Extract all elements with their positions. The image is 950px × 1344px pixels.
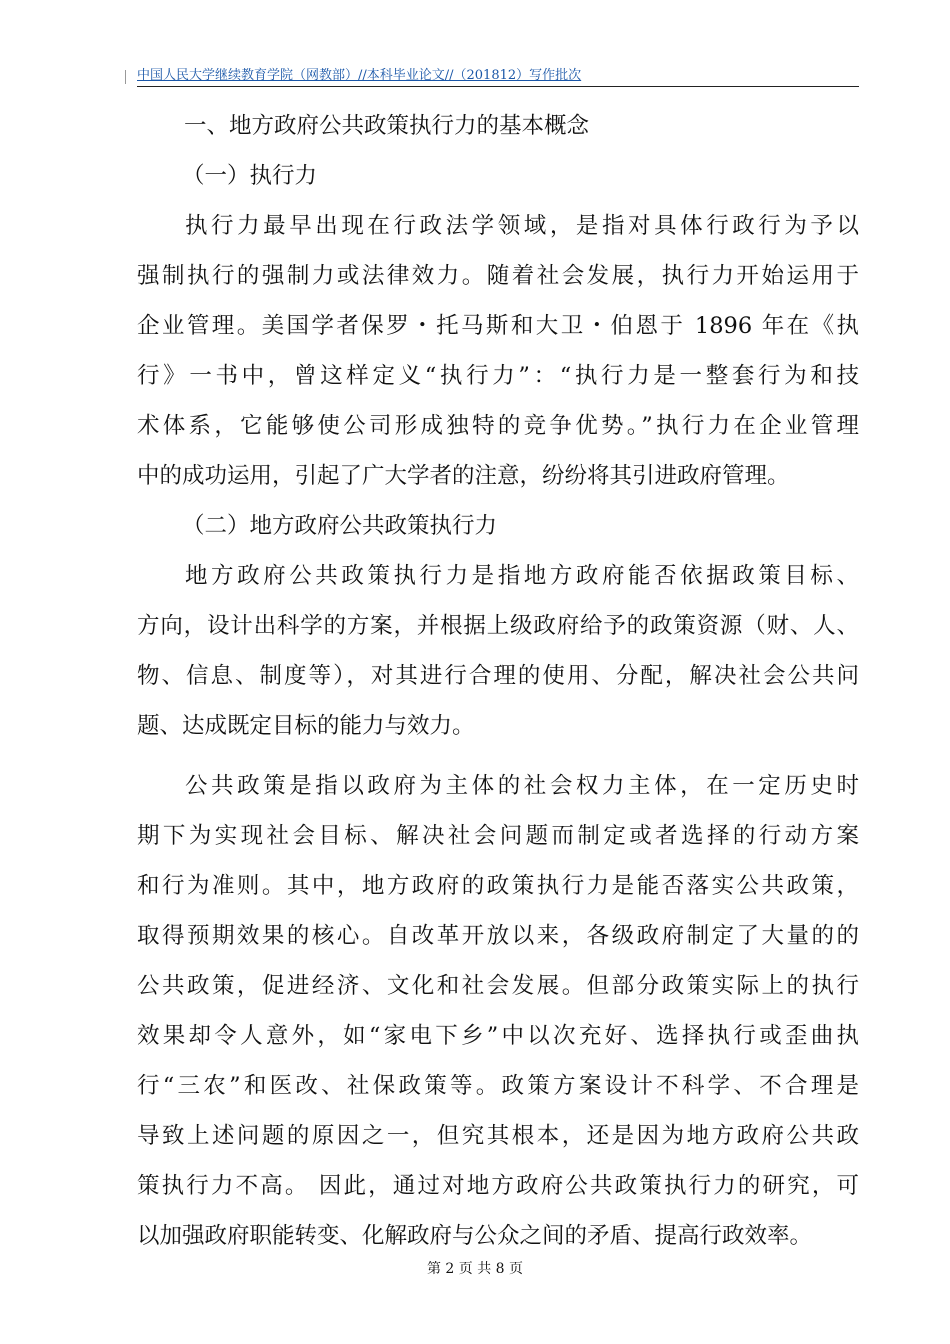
paragraph-line: 策执行力不高。 因此，通过对地方政府公共政策执行力的研究，可 (137, 1173, 859, 1199)
paragraph-line: 导致上述问题的原因之一，但究其根本，还是因为地方政府公共政 (137, 1123, 859, 1149)
paragraph-line: 行“三农”和医改、社保政策等。政策方案设计不科学、不合理是 (137, 1073, 859, 1099)
paragraph-line: 企业管理。美国学者保罗・托马斯和大卫・伯恩于 1896 年在《执 (137, 313, 859, 339)
paragraph-line: 效果却令人意外，如“家电下乡”中以次充好、选择执行或歪曲执 (137, 1023, 859, 1049)
header-margin-mark (125, 70, 126, 84)
paragraph-line: 期下为实现社会目标、解决社会问题而制定或者选择的行动方案 (137, 823, 859, 849)
paragraph-line: 强制执行的强制力或法律效力。随着社会发展，执行力开始运用于 (137, 263, 859, 289)
paragraph-line: 术体系，它能够使公司形成独特的竞争优势。”执行力在企业管理 (137, 413, 859, 439)
paragraph-line: 执行力最早出现在行政法学领域，是指对具体行政行为予以 (185, 213, 859, 239)
running-header: 中国人民大学继续教育学院（网教部）//本科毕业论文//（201812）写作批次 (137, 68, 582, 83)
paragraph-line: 公共政策，促进经济、文化和社会发展。但部分政策实际上的执行 (137, 973, 859, 999)
paragraph-line: 公共政策是指以政府为主体的社会权力主体，在一定历史时 (185, 773, 859, 799)
paragraph-line: 中的成功运用，引起了广大学者的注意，纷纷将其引进政府管理。 (137, 463, 790, 489)
paragraph-line: 物、信息、制度等），对其进行合理的使用、分配，解决社会公共问 (137, 663, 859, 689)
paragraph-line: 题、达成既定目标的能力与效力。 (137, 713, 475, 739)
body-text (137, 101, 859, 1261)
paragraph-line: 行》一书中，曾这样定义“执行力”：“执行力是一整套行为和技 (137, 363, 859, 389)
subsection-heading-1: （一）执行力 (182, 163, 318, 189)
paragraph-spacer (137, 751, 859, 761)
paragraph-line: 取得预期效果的核心。自改革开放以来，各级政府制定了大量的的 (137, 923, 859, 949)
page-number: 第 2 页 共 8 页 (426, 1261, 524, 1277)
header-rule (137, 86, 859, 87)
section-heading: 一、地方政府公共政策执行力的基本概念 (184, 113, 590, 139)
paragraph-line: 方向，设计出科学的方案，并根据上级政府给予的政策资源（财、人、 (137, 613, 859, 639)
subsection-heading-2: （二）地方政府公共政策执行力 (182, 513, 498, 539)
paragraph-line: 和行为准则。其中，地方政府的政策执行力是能否落实公共政策， (137, 873, 859, 899)
paragraph-line: 以加强政府职能转变、化解政府与公众之间的矛盾、提高行政效率。 (137, 1223, 813, 1249)
paragraph-line: 地方政府公共政策执行力是指地方政府能否依据政策目标、 (185, 563, 859, 589)
